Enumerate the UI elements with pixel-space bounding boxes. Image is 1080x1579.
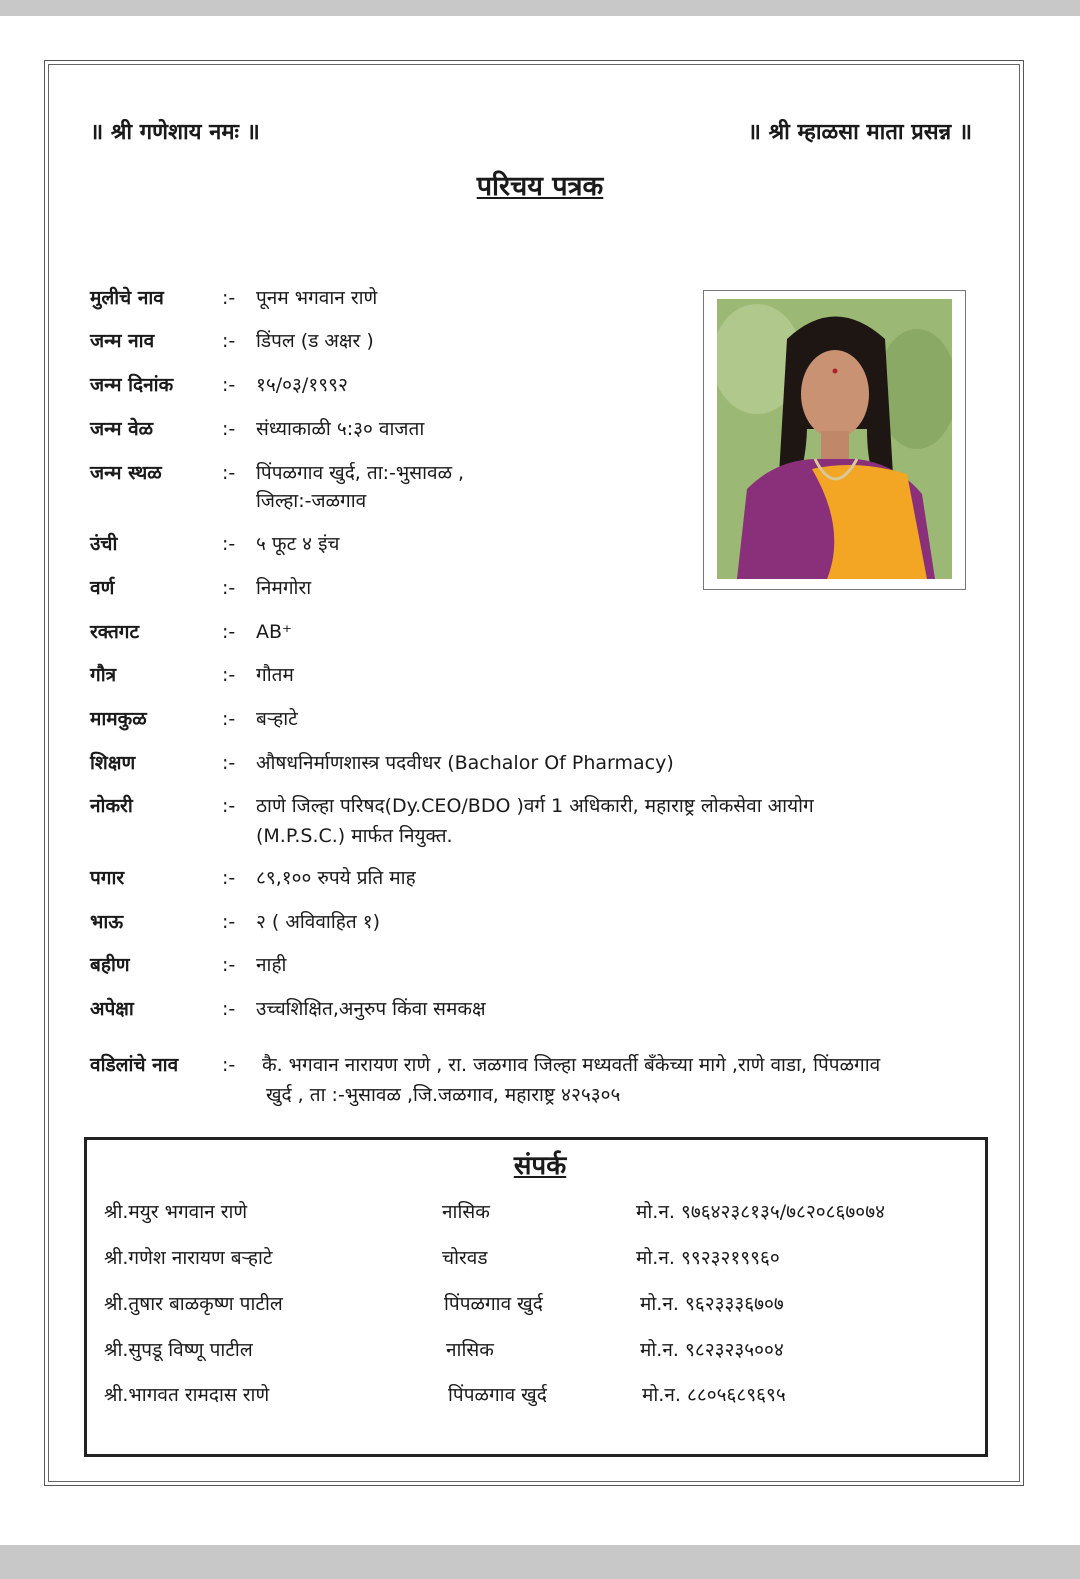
field-label: वर्ण xyxy=(90,577,115,599)
field-value: ८९,१०० रुपये प्रति माह xyxy=(256,867,416,889)
field-value: संध्याकाळी ५:३० वाजता xyxy=(256,418,425,440)
field-label: जन्म वेळ xyxy=(90,418,154,440)
left-invocation: ॥ श्री गणेशाय नमः ॥ xyxy=(90,120,260,145)
field-separator: :- xyxy=(222,708,236,730)
field-label: अपेक्षा xyxy=(90,998,134,1020)
contact-place: पिंपळगाव खुर्द xyxy=(448,1384,547,1406)
field-separator: :- xyxy=(222,374,236,396)
field-label: गौत्र xyxy=(90,664,117,686)
contact-name: श्री.भागवत रामदास राणे xyxy=(104,1384,270,1406)
field-value-line2: खुर्द , ता :-भुसावळ ,जि.जळगाव, महाराष्ट्र ४२५३०५ xyxy=(266,1084,621,1106)
field-separator: :- xyxy=(222,954,236,976)
profile-photo xyxy=(717,299,952,579)
field-separator: :- xyxy=(222,621,236,643)
contact-phone: मो.न. ८८०५६८९६९५ xyxy=(642,1384,786,1406)
page-title: परिचय पत्रक xyxy=(476,171,604,202)
contact-phone: मो.न. ९६२३३३६७०७ xyxy=(640,1293,784,1315)
right-invocation: ॥ श्री म्हाळसा माता प्रसन्न ॥ xyxy=(747,120,972,145)
field-separator: :- xyxy=(222,752,236,774)
field-value: २ ( अविवाहित १) xyxy=(256,911,381,933)
field-label: जन्म स्थळ xyxy=(90,462,162,484)
contact-place: पिंपळगाव खुर्द xyxy=(444,1293,543,1315)
field-value: औषधनिर्माणशास्त्र पदवीधर (Bachalor Of Pharmacy) xyxy=(256,752,674,774)
contact-phone: मो.न. ९७६४२३८१३५/७८२०८६७०७४ xyxy=(636,1201,885,1223)
face xyxy=(801,350,869,438)
contact-name: श्री.तुषार बाळकृष्ण पाटील xyxy=(104,1293,283,1315)
field-value: डिंपल (ड अक्षर ) xyxy=(256,330,374,352)
field-label: शिक्षण xyxy=(90,752,136,774)
field-value: निमगोरा xyxy=(256,577,312,599)
field-value: पिंपळगाव खुर्द, ता:-भुसावळ , xyxy=(256,462,465,484)
bindi xyxy=(833,369,838,374)
field-separator: :- xyxy=(222,287,236,309)
field-label: पगार xyxy=(90,867,125,889)
field-label: जन्म दिनांक xyxy=(90,374,174,396)
field-label: मामकुळ xyxy=(90,708,147,730)
field-value: AB⁺ xyxy=(256,621,293,643)
bottom-band xyxy=(0,1545,1080,1579)
portrait-illustration xyxy=(717,299,952,579)
field-label: रक्तगट xyxy=(90,621,140,643)
field-separator: :- xyxy=(222,533,236,555)
field-separator: :- xyxy=(222,867,236,889)
contact-name: श्री.सुपडू विष्णू पाटील xyxy=(104,1339,253,1361)
contact-title: संपर्क xyxy=(513,1151,567,1181)
field-label: भाऊ xyxy=(90,911,124,933)
field-label: वडिलांचे नाव xyxy=(90,1054,179,1076)
field-separator: :- xyxy=(222,1054,236,1076)
neck xyxy=(821,431,849,461)
field-value: उच्चशिक्षित,अनुरुप किंवा समकक्ष xyxy=(256,998,486,1020)
contact-place: नासिक xyxy=(442,1201,490,1223)
field-value: नाही xyxy=(256,954,287,976)
field-separator: :- xyxy=(222,998,236,1020)
field-value: ठाणे जिल्हा परिषद(Dy.CEO/BDO )वर्ग 1 अधिकारी, महाराष्ट्र लोकसेवा आयोग xyxy=(256,795,814,817)
field-label: नोकरी xyxy=(90,795,133,817)
contact-name: श्री.गणेश नारायण बऱ्हाटे xyxy=(104,1247,273,1269)
field-value: १५/०३/१९९२ xyxy=(256,374,348,396)
field-value: बऱ्हाटे xyxy=(256,708,298,730)
field-separator: :- xyxy=(222,330,236,352)
field-label: उंची xyxy=(90,533,118,555)
field-value: कै. भगवान नारायण राणे , रा. जळगाव जिल्हा मध्यवर्ती बँकेच्या मागे ,राणे वाडा, पिंपळगाव xyxy=(262,1054,881,1076)
field-separator: :- xyxy=(222,664,236,686)
contact-place: नासिक xyxy=(446,1339,494,1361)
contact-name: श्री.मयुर भगवान राणे xyxy=(104,1201,248,1223)
profile-photo-frame xyxy=(703,290,966,590)
contact-phone: मो.न. ९८२३२३५००४ xyxy=(640,1339,784,1361)
field-value: पूनम भगवान राणे xyxy=(256,287,378,309)
field-value: गौतम xyxy=(256,664,294,686)
field-separator: :- xyxy=(222,911,236,933)
field-separator: :- xyxy=(222,418,236,440)
top-band xyxy=(0,0,1080,16)
contact-place: चोरवड xyxy=(442,1247,488,1269)
field-value-line2: जिल्हा:-जळगाव xyxy=(256,490,367,512)
field-label: जन्म नाव xyxy=(90,330,155,352)
field-label: बहीण xyxy=(90,954,130,976)
field-value-line2: (M.P.S.C.) मार्फत नियुक्त. xyxy=(256,825,453,847)
contact-phone: मो.न. ९९२३२१९९६० xyxy=(636,1247,780,1269)
field-label: मुलीचे नाव xyxy=(90,287,164,309)
field-separator: :- xyxy=(222,577,236,599)
field-value: ५ फूट ४ इंच xyxy=(256,533,340,555)
field-separator: :- xyxy=(222,795,236,817)
field-separator: :- xyxy=(222,462,236,484)
